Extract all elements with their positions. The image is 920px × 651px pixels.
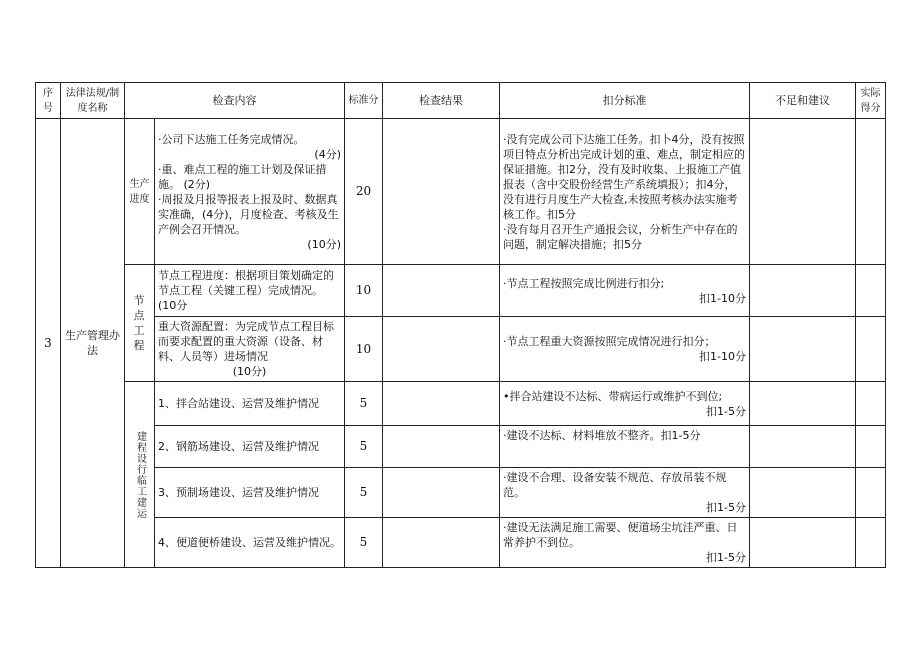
inspection-table xyxy=(35,82,886,568)
result-cell[interactable] xyxy=(383,265,500,317)
advice-cell[interactable] xyxy=(750,265,856,317)
group-progress: 生产进度 xyxy=(125,119,155,265)
actual-cell[interactable] xyxy=(856,426,886,468)
content-line: 重大资源配置：为完成节点工程目标而要求配置的重大资源（设备、材料、人员等）进场情况 xyxy=(158,320,334,363)
deduct-line: ·建设不达标、材料堆放不整齐。扣1-5分 xyxy=(503,429,701,442)
header-content: 检查内容 xyxy=(125,83,345,119)
score-cell: 10 xyxy=(345,265,383,317)
score-cell: 5 xyxy=(345,518,383,568)
content-cell xyxy=(155,317,345,382)
deduct-line: ·节点工程按照完成比例进行扣分; xyxy=(503,276,665,290)
deduct-cell xyxy=(500,518,750,568)
result-cell[interactable] xyxy=(383,382,500,426)
group-node-cell xyxy=(125,265,155,382)
deduct-line: ·节点工程重大资源按照完成情况进行扣分； xyxy=(503,335,716,348)
header-actual: 实际得分 xyxy=(856,83,886,119)
actual-cell[interactable] xyxy=(856,518,886,568)
content-line: (10分) xyxy=(307,237,341,251)
header-result: 检查结果 xyxy=(383,83,500,119)
row-seq: 3 xyxy=(36,119,61,568)
deduct-cell xyxy=(500,265,750,317)
advice-cell[interactable] xyxy=(750,426,856,468)
deduct-line: ·没有每月召开生产通报会议，分析生产中存在的问题，制定解决措施；扣5分 xyxy=(503,222,738,251)
content-line: (10分) xyxy=(232,365,267,378)
actual-cell[interactable] xyxy=(856,317,886,382)
actual-cell[interactable] xyxy=(856,468,886,518)
table-row xyxy=(36,265,886,317)
deduct-line: 扣1-10分 xyxy=(699,291,746,305)
table-row xyxy=(36,468,886,518)
result-cell[interactable] xyxy=(383,119,500,265)
deduct-line: ·建设无法满足施工需要、便道场尘坑洼严重、日常养护不到位。 xyxy=(503,521,738,549)
actual-cell[interactable] xyxy=(856,382,886,426)
advice-cell[interactable] xyxy=(750,518,856,568)
row-law: 生产管理办法 xyxy=(61,119,125,568)
score-cell: 10 xyxy=(345,317,383,382)
content-line: 3、预制场建设、运营及维护情况 xyxy=(158,486,319,499)
content-cell xyxy=(155,468,345,518)
score-cell: 5 xyxy=(345,468,383,518)
header-law: 法律法规/制度名称 xyxy=(61,83,125,119)
content-line: 2、钢筋场建设、运营及维护情况 xyxy=(158,440,319,453)
group-temp: 建程设行临工建运 xyxy=(134,430,146,519)
actual-cell[interactable] xyxy=(856,119,886,265)
table-row xyxy=(36,518,886,568)
advice-cell[interactable] xyxy=(750,382,856,426)
header-row xyxy=(36,83,886,119)
group-node: 节点工程 xyxy=(133,294,146,352)
score-cell: 20 xyxy=(345,119,383,265)
content-cell xyxy=(155,119,345,265)
table-row xyxy=(36,317,886,382)
content-line: 节点工程进度：根据项目策划确定的节点工程（关键工程）完成情况。 (10分 xyxy=(158,269,334,312)
content-cell xyxy=(155,518,345,568)
deduct-line: 扣1-5分 xyxy=(706,501,746,514)
content-line: 1、拌合站建设、运营及维护情况 xyxy=(158,397,319,410)
content-line: ·周报及月报等报表上报及时、数据真实准确，(4分)，月度检查、考核及生产例会召开情况。 xyxy=(158,192,339,236)
deduct-line: 扣1-5分 xyxy=(706,404,746,418)
deduct-cell xyxy=(500,426,750,468)
deduct-cell xyxy=(500,119,750,265)
deduct-line: 扣1-5分 xyxy=(706,551,746,564)
header-advice: 不足和建议 xyxy=(750,83,856,119)
group-temp-cell xyxy=(125,382,155,568)
result-cell[interactable] xyxy=(383,426,500,468)
content-cell xyxy=(155,426,345,468)
deduct-cell xyxy=(500,468,750,518)
advice-cell[interactable] xyxy=(750,119,856,265)
deduct-line: ·建设不合理、设备安装不规范、存放吊装不规范。 xyxy=(503,471,727,499)
deduct-line: ·没有完成公司下达施工任务。扣卜4分，没有按照项目特点分析出完成计划的重、难点，制定相应的保证措施。扣2分，没有及时收集、上报施工产值报表（含中交股份经营生产系统填报）；扣4分，没有进行月度生产大检查,未按照考核办法实施考核工作。扣5分 xyxy=(503,132,745,221)
deduct-line: 扣1-10分 xyxy=(699,350,746,363)
header-seq: 序号 xyxy=(36,83,61,119)
table-row xyxy=(36,382,886,426)
content-line: 4、便道便桥建设、运营及维护情况。 xyxy=(158,536,341,549)
score-cell: 5 xyxy=(345,426,383,468)
deduct-line: •拌合站建设不达标、带病运行或维护不到位; xyxy=(503,389,723,403)
content-cell xyxy=(155,382,345,426)
result-cell[interactable] xyxy=(383,468,500,518)
header-deduct: 扣分标准 xyxy=(500,83,750,119)
content-line: (4分) xyxy=(314,147,341,161)
table-row xyxy=(36,119,886,265)
result-cell[interactable] xyxy=(383,317,500,382)
actual-cell[interactable] xyxy=(856,265,886,317)
content-line: ·重、难点工程的施工计划及保证措施。 (2分) xyxy=(158,162,327,191)
header-score: 标准分 xyxy=(345,83,383,119)
content-cell xyxy=(155,265,345,317)
result-cell[interactable] xyxy=(383,518,500,568)
content-line: ·公司下达施工任务完成情况。 xyxy=(158,132,305,146)
deduct-cell xyxy=(500,317,750,382)
deduct-cell xyxy=(500,382,750,426)
advice-cell[interactable] xyxy=(750,468,856,518)
advice-cell[interactable] xyxy=(750,317,856,382)
score-cell: 5 xyxy=(345,382,383,426)
table-row xyxy=(36,426,886,468)
